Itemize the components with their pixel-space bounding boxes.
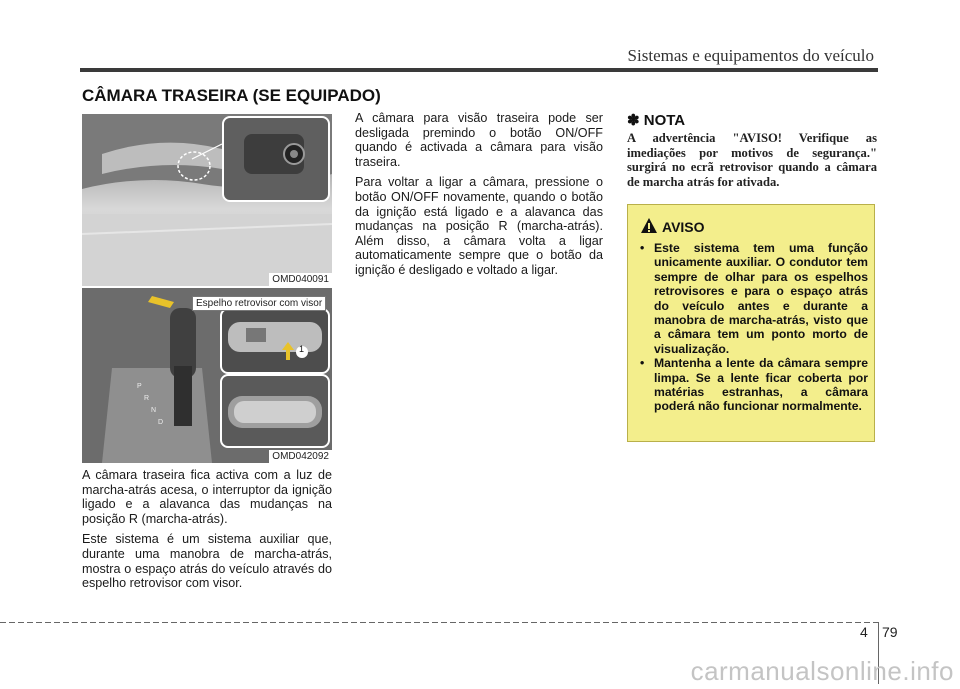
callout-number: 1 <box>299 344 305 354</box>
asterisk-icon: ✽ <box>627 112 640 129</box>
warning-triangle-icon <box>640 217 658 235</box>
note-title: NOTA <box>643 112 686 129</box>
figure-code: OMD042092 <box>269 450 332 463</box>
gear-mirror-photo <box>82 288 332 463</box>
watermark: carmanualsonline.info <box>690 656 954 686</box>
chapter-number: 4 <box>860 624 868 640</box>
paragraph: A câmara para visão traseira pode ser desligada premindo o botão ON/OFF quando é activada a câmara para visão traseira. <box>355 111 603 169</box>
svg-text:N: N <box>151 407 157 414</box>
paragraph: Para voltar a ligar a câmara, pressione o botão ON/OFF novamente, quando o botão da ignição está ligado e a alavanca das mudanças na posição R (marcha-atrás). Além disso, a câmara volta a ligar automaticamente sempre que o botão da ignição é desligado e voltado a ligar. <box>355 175 603 277</box>
warning-box <box>627 204 875 442</box>
svg-text:D: D <box>158 419 164 426</box>
figure-code: OMD040091 <box>269 273 332 286</box>
column-1-text <box>82 468 332 597</box>
svg-text:R: R <box>144 395 150 402</box>
mirror-inset-2 <box>220 374 330 448</box>
svg-text:P: P <box>137 383 142 390</box>
rearview-mirror-icon <box>222 310 328 372</box>
footer-rule <box>0 622 878 623</box>
note-heading <box>627 111 685 129</box>
rearview-mirror-icon <box>222 376 328 446</box>
camera-lens-icon <box>224 118 328 200</box>
warning-title: AVISO <box>662 219 705 235</box>
column-2-text <box>355 111 603 284</box>
header-rule <box>80 68 878 72</box>
warning-item: • Este sistema tem uma função unicamente auxiliar. O condutor tem sempre de olhar para os espelhos retrovisores e para o espaço atrás do veículo antes e durante a manobra de marcha-atrás, visto que a câmara tem um ponto morto de visualização. <box>638 241 868 356</box>
camera-inset <box>222 116 330 202</box>
warning-item: • Mantenha a lente da câmara sempre limpa. Se a lente ficar coberta por matérias estranhas, a câmara poderá não funcionar normalmente. <box>638 356 868 414</box>
page-number: 79 <box>882 624 898 640</box>
mirror-inset-1 <box>220 308 330 374</box>
mirror-label: Espelho retrovisor com visor <box>192 296 326 311</box>
paragraph: Este sistema é um sistema auxiliar que, durante uma manobra de marcha-atrás, mostra o espaço atrás do veículo através do espelho retrovisor com visor. <box>82 532 332 591</box>
note-text: A advertência "AVISO! Verifique as imediações por motivos de segurança." surgirá no ecrã retrovisor quando a câmara de marcha atrás for ativada. <box>627 131 877 189</box>
section-title: CÂMARA TRASEIRA (SE EQUIPADO) <box>82 86 381 105</box>
warning-list <box>638 241 868 414</box>
rear-camera-photo <box>82 114 332 286</box>
chapter-title: Sistemas e equipamentos do veículo <box>627 46 874 65</box>
paragraph: A câmara traseira fica activa com a luz de marcha-atrás acesa, o interruptor da ignição ligado e a alavanca das mudanças na posição R (marcha-atrás). <box>82 468 332 526</box>
